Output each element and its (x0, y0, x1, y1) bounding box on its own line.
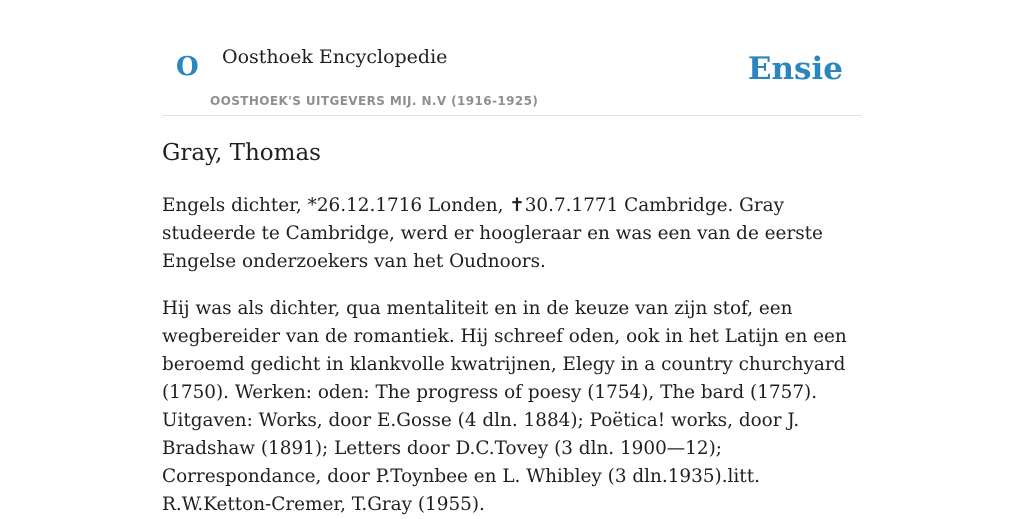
article-paragraph: Engels dichter, *26.12.1716 Londen, ✝30.7.1771 Cambridge. Gray studeerde te Cambridge, werd er hoogleraar en was een van de eerste Engelse onderzoekers van het Oudnoors. (162, 195, 823, 272)
article-paragraph: Hij was als dichter, qua mentaliteit en in de keuze van zijn stof, een wegbereider van de romantiek. Hij schreef oden, ook in het Latijn en een beroemd gedicht in klankvolle kwatrijnen, Elegy in a country churchyard (1750). Werken: oden: The progress of poesy (1754), The bard (1757). Uitgaven: Works, door E.Gosse (4 dln. 1884); Poëtica! works, door J. Bradshaw (1891); Letters door D.C.Tovey (3 dln. 1900—12); Correspondance, door P.Toynbee en L. Whibley (3 dln.1935).litt. R.W.Ketton-Cremer, T.Gray (1955). (162, 298, 847, 515)
source-header (162, 40, 862, 116)
source-logo-icon[interactable]: O (176, 52, 199, 82)
source-publisher: OOSTHOEK'S UITGEVERS MIJ. N.V (1916-1925) (210, 94, 539, 108)
ensie-logo-link[interactable]: Ensie (747, 51, 843, 87)
article-title: Gray, Thomas (162, 140, 321, 166)
source-title-link[interactable]: Oosthoek Encyclopedie (222, 46, 448, 68)
